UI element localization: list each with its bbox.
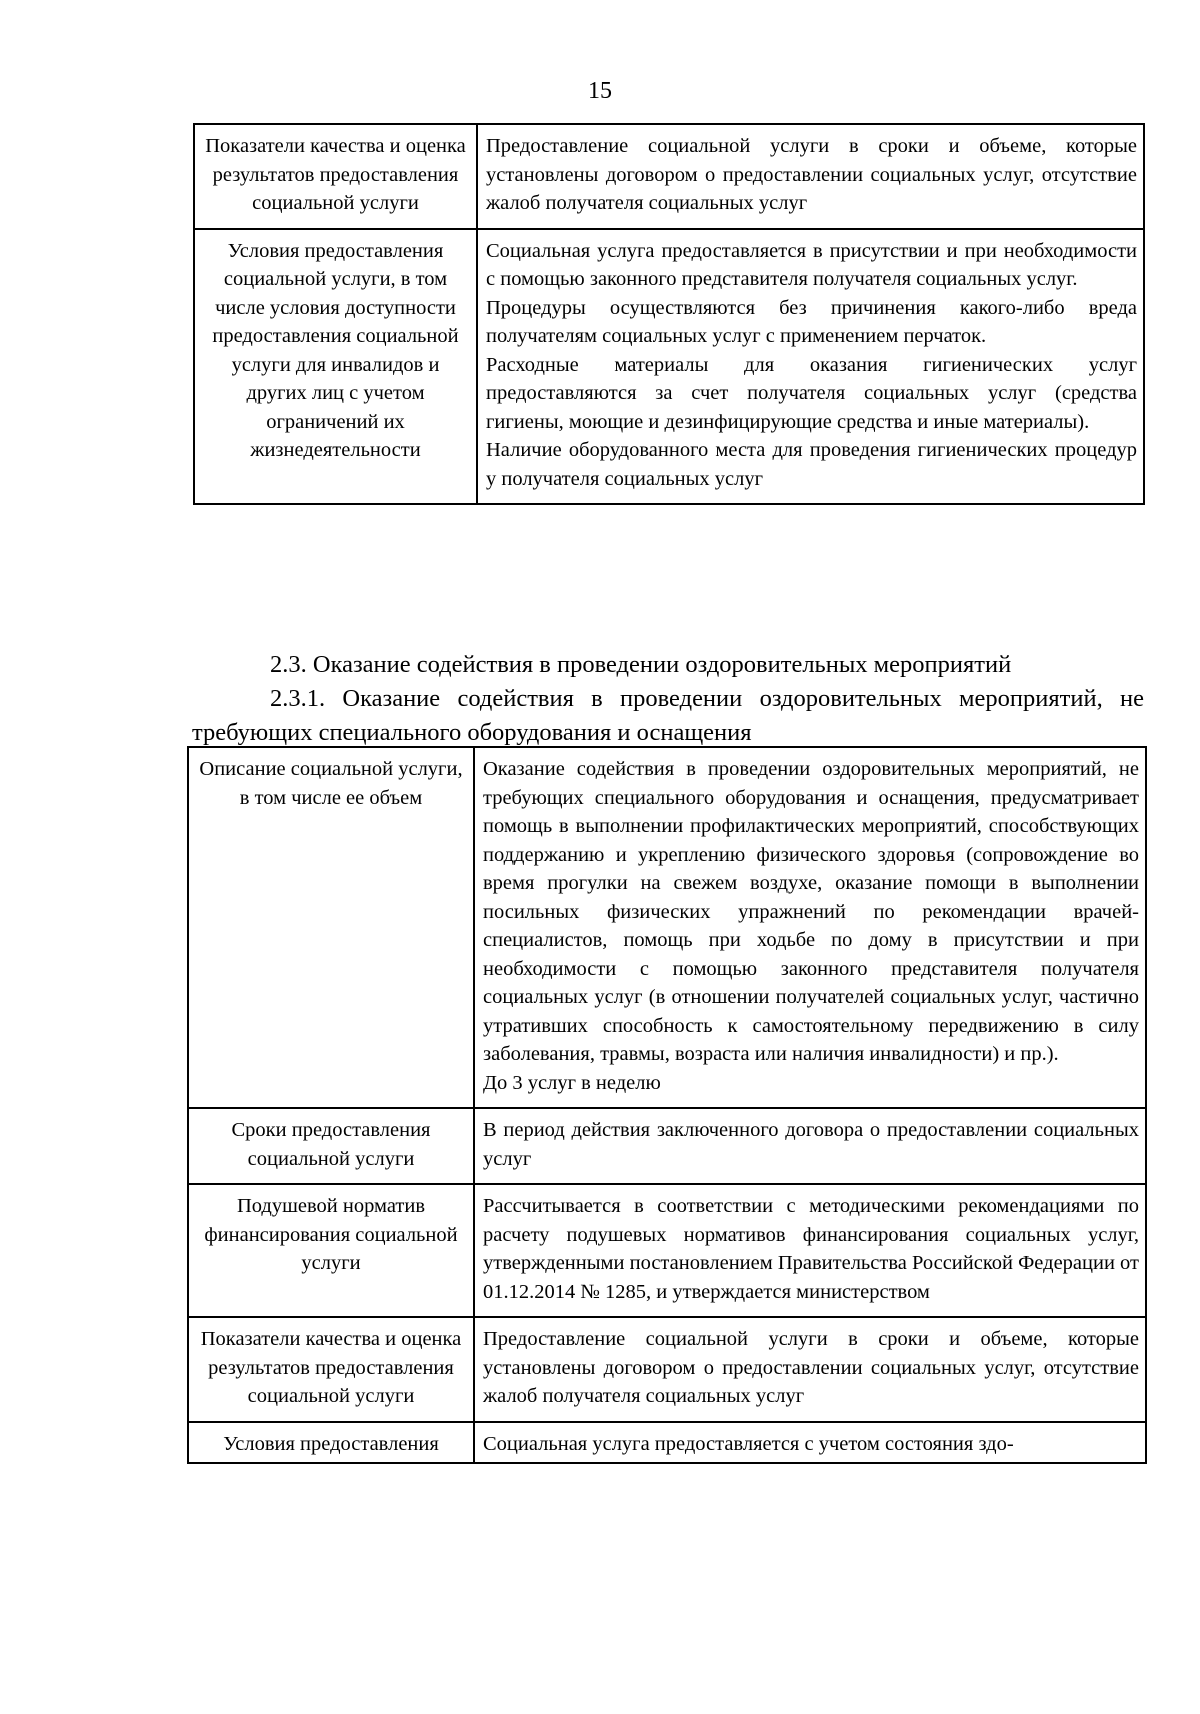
table-row [188, 1317, 1146, 1422]
section-heading: 2.3. Оказание содействия в проведении оздоровительных мероприятий [270, 651, 1012, 678]
table-row [188, 1422, 1146, 1464]
row-label: Условия предоставления социальной услуги, в том числе условия доступности предоставления социальной услуги для инвалидов и других лиц с учетом ограничений их жизнедеятельности [194, 229, 477, 505]
row-paragraph: Предоставление социальной услуги в сроки и объеме, которые установлены договором о предоставлении социальных услуг, отсутствие жалоб получателя социальных услуг [483, 1328, 1139, 1407]
table-row [194, 229, 1144, 505]
row-paragraph: До 3 услуг в неделю [483, 1071, 661, 1094]
table-row [188, 1184, 1146, 1317]
table-row [188, 747, 1146, 1108]
row-content [474, 1422, 1146, 1464]
row-label: Описание социальной услуги, в том числе ее объем [188, 747, 474, 1108]
row-paragraph: В период действия заключенного договора о предоставлении социальных услуг [483, 1119, 1139, 1170]
row-content [474, 747, 1146, 1108]
row-paragraph: Социальная услуга предоставляется в присутствии и при необходимости с помощью законного представителя получателя социальных услуг. [486, 239, 1137, 290]
row-paragraph: Предоставление социальной услуги в сроки и объеме, которые установлены договором о предоставлении социальных услуг, отсутствие жалоб получателя социальных услуг [486, 135, 1137, 214]
row-label: Подушевой норматив финансирования социальной услуги [188, 1184, 474, 1317]
row-label: Условия предоставления [188, 1422, 474, 1464]
subsection-heading: 2.3.1. Оказание содействия в проведении оздоровительных мероприятий, не требующих специального оборудования и оснащения [192, 685, 1144, 746]
page-number: 15 [588, 78, 612, 104]
table-row [188, 1108, 1146, 1184]
service-table-continued [193, 123, 1145, 505]
row-paragraph: Социальная услуга предоставляется с учетом состояния здо- [483, 1432, 1014, 1455]
row-label: Показатели качества и оценка результатов предоставления социальной услуги [188, 1317, 474, 1422]
table-row [194, 124, 1144, 229]
row-paragraph: Наличие оборудованного места для проведения гигиенических процедур у получателя социальных услуг [486, 439, 1137, 490]
row-content [477, 124, 1144, 229]
row-paragraph: Расходные материалы для оказания гигиенических услуг предоставляются за счет получателя социальных услуг (средства гигиены, моющие и дезинфицирующие средства и иные материалы). [486, 353, 1137, 433]
row-label: Сроки предоставления социальной услуги [188, 1108, 474, 1184]
row-content [474, 1184, 1146, 1317]
row-paragraph: Оказание содействия в проведении оздоровительных мероприятий, не требующих специального оборудования и оснащения, предусматривает помощь в выполнении профилактических мероприятий, способствующих поддержанию и укреплению физического здоровья (сопровождение во время прогулки на свежем воздухе, оказание помощи в выполнении посильных физических упражнений по рекомендации врачей-специалистов, помощь при ходьбе по дому в присутствии и при необходимости с помощью законного представителя получателя социальных услуг (в отношении получателей социальных услуг, частично утративших способность к самостоятельному передвижению в силу заболевания, травмы, возраста или наличия инвалидности) и пр.). [483, 758, 1139, 1065]
row-paragraph: Рассчитывается в соответствии с методическими рекомендациями по расчету подушевых нормативов финансирования социальных услуг, утвержденными постановлением Правительства Российской Федерации от 01.12.2014 № 1285, и утверждается министерством [483, 1195, 1139, 1303]
service-table [187, 746, 1147, 1464]
row-content [474, 1317, 1146, 1422]
row-label: Показатели качества и оценка результатов предоставления социальной услуги [194, 124, 477, 229]
row-paragraph: Процедуры осуществляются без причинения какого-либо вреда получателям социальных услуг с применением перчаток. [486, 296, 1137, 347]
row-content [477, 229, 1144, 505]
row-content [474, 1108, 1146, 1184]
